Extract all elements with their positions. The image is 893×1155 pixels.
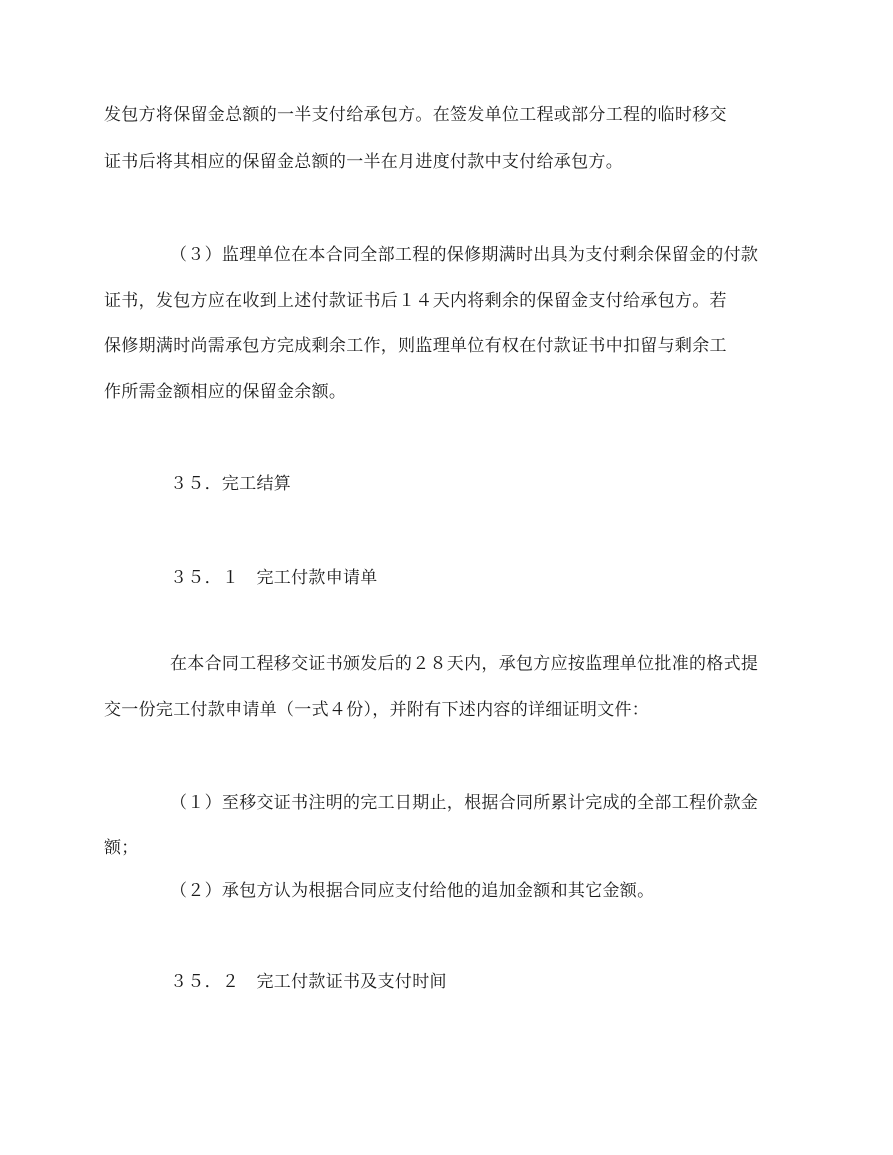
item-3-line-3: 保修期满时尚需承包方完成剩余工作，则监理单位有权在付款证书中扣留与剩余工	[104, 336, 727, 356]
item-1-line-1: （１）至移交证书注明的完工日期止，根据合同所累计完成的全部工程价款金	[170, 793, 759, 813]
item-2: （２）承包方认为根据合同应支付给他的追加金额和其它金额。	[170, 881, 655, 901]
section-heading-35-1: ３５．１ 完工付款申请单	[170, 568, 378, 588]
retention-paragraph-line-1: 发包方将保留金总额的一半支付给承包方。在签发单位工程或部分工程的临时移交	[104, 105, 727, 125]
item-3-line-4: 作所需金额相应的保留金余额。	[104, 382, 347, 402]
application-paragraph-line-1: 在本合同工程移交证书颁发后的２８天内，承包方应按监理单位批准的格式提	[170, 654, 759, 674]
section-heading-35: ３５．完工结算	[170, 474, 292, 494]
item-3-line-1: （３）监理单位在本合同全部工程的保修期满时出具为支付剩余保留金的付款	[170, 245, 759, 265]
section-heading-35-2: ３５．２ 完工付款证书及支付时间	[170, 972, 447, 992]
application-paragraph-line-2: 交一份完工付款申请单（一式４份），并附有下述内容的详细证明文件：	[104, 700, 650, 720]
item-3-line-2: 证书，发包方应在收到上述付款证书后１４天内将剩余的保留金支付给承包方。若	[104, 291, 727, 311]
retention-paragraph-line-2: 证书后将其相应的保留金总额的一半在月进度付款中支付给承包方。	[104, 152, 623, 172]
item-1-line-2: 额；	[104, 838, 139, 858]
